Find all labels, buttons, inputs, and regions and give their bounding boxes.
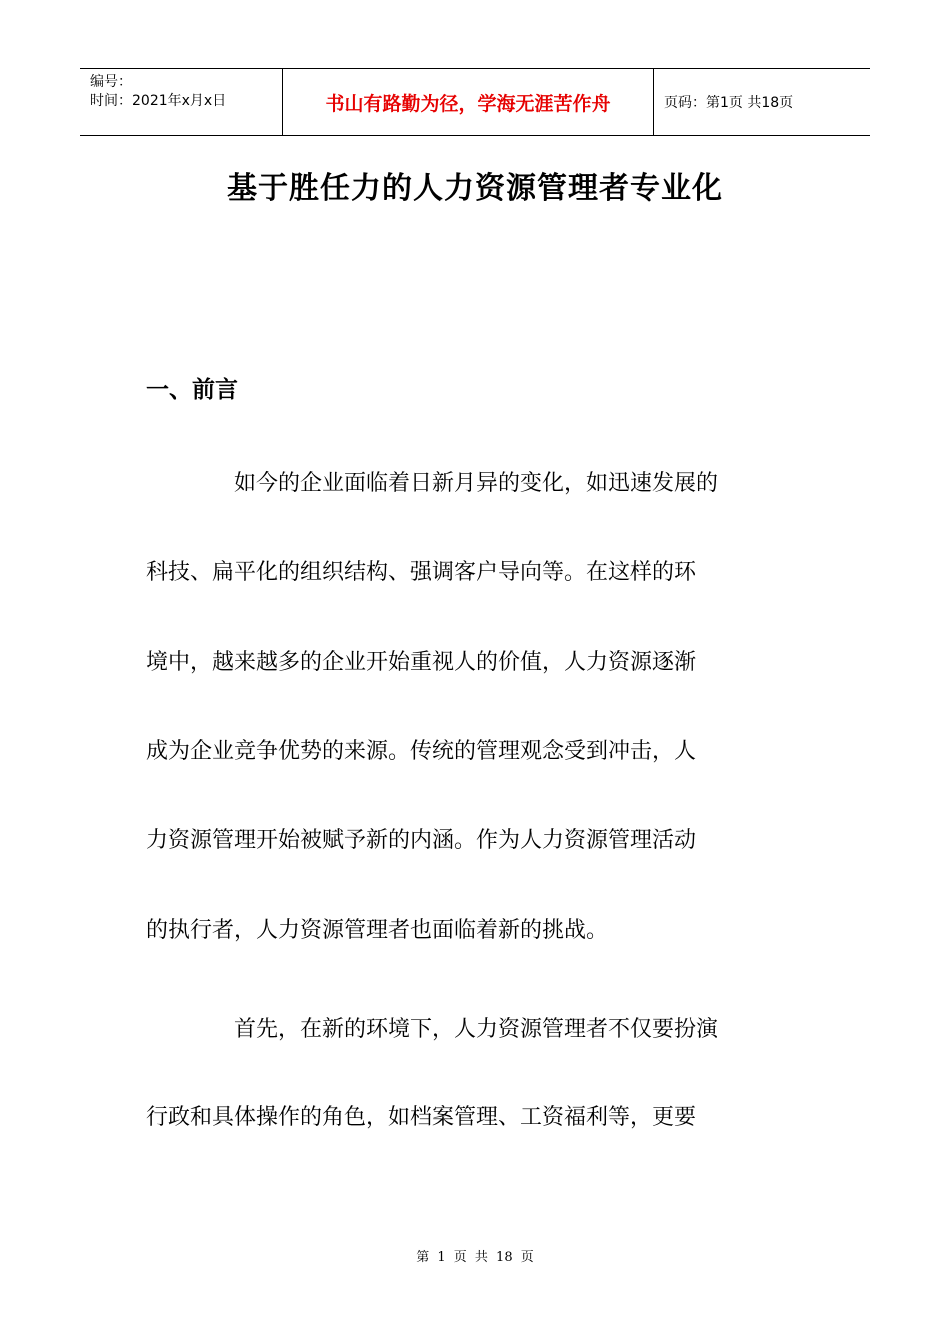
paragraph-line: 科技、扁平化的组织结构、强调客户导向等。在这样的环 (146, 560, 697, 585)
time-label: 时间：2021年x月x日 (90, 93, 227, 109)
paragraph-line: 如今的企业面临着日新月异的变化，如迅速发展的 (234, 471, 719, 496)
document-title: 基于胜任力的人力资源管理者专业化 (227, 171, 723, 206)
section-heading: 一、前言 (146, 376, 238, 403)
paragraph-line: 行政和具体操作的角色，如档案管理、工资福利等，更要 (146, 1105, 697, 1130)
document-header (80, 68, 870, 136)
number-label: 编号： (90, 74, 132, 90)
paragraph-line: 力资源管理开始被赋予新的内涵。作为人力资源管理活动 (146, 828, 697, 853)
paragraph-line: 境中，越来越多的企业开始重视人的价值，人力资源逐渐 (146, 650, 697, 675)
paragraph-line: 首先，在新的环境下，人力资源管理者不仅要扮演 (234, 1017, 719, 1042)
paragraph-line: 成为企业竞争优势的来源。传统的管理观念受到冲击，人 (146, 739, 697, 764)
page-footer: 第 1 页 共 18 页 (416, 1250, 534, 1265)
header-motto: 书山有路勤为径，学海无涯苦作舟 (282, 69, 654, 135)
header-page-info: 页码：第1页 共18页 (664, 95, 794, 111)
paragraph-line: 的执行者，人力资源管理者也面临着新的挑战。 (146, 918, 609, 943)
header-meta (80, 69, 282, 135)
